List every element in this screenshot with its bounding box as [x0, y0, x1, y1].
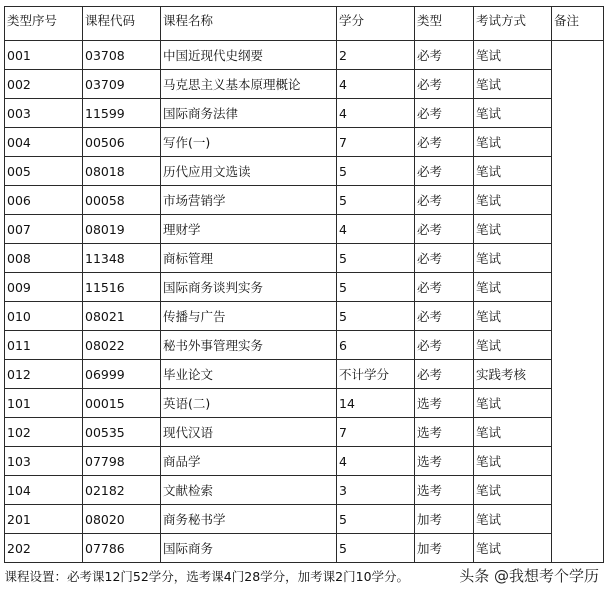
cell-exam: 笔试 — [474, 70, 552, 99]
cell-type: 必考 — [415, 273, 474, 302]
cell-code: 08021 — [83, 302, 161, 331]
cell-seq: 009 — [5, 273, 83, 302]
cell-type: 必考 — [415, 186, 474, 215]
cell-exam: 笔试 — [474, 41, 552, 70]
cell-code: 08018 — [83, 157, 161, 186]
cell-credit: 5 — [337, 273, 415, 302]
cell-seq: 201 — [5, 505, 83, 534]
cell-code: 00058 — [83, 186, 161, 215]
cell-code: 03709 — [83, 70, 161, 99]
cell-seq: 104 — [5, 476, 83, 505]
cell-seq: 001 — [5, 41, 83, 70]
cell-type: 加考 — [415, 534, 474, 563]
cell-name: 马克思主义基本原理概论 — [161, 70, 337, 99]
cell-credit: 5 — [337, 157, 415, 186]
table-body — [5, 41, 604, 563]
cell-type: 选考 — [415, 447, 474, 476]
cell-type: 必考 — [415, 360, 474, 389]
cell-credit: 5 — [337, 505, 415, 534]
table-row — [5, 360, 604, 389]
cell-exam: 笔试 — [474, 389, 552, 418]
table-row — [5, 70, 604, 99]
cell-exam: 笔试 — [474, 99, 552, 128]
cell-code: 08020 — [83, 505, 161, 534]
cell-seq: 202 — [5, 534, 83, 563]
table-row — [5, 476, 604, 505]
cell-code: 11599 — [83, 99, 161, 128]
cell-exam: 笔试 — [474, 273, 552, 302]
cell-seq: 011 — [5, 331, 83, 360]
header-type: 类型 — [415, 7, 474, 41]
footer-note: 课程设置：必考课12门52学分，选考课4门28学分，加考课2门10学分。 — [4, 569, 410, 584]
cell-exam: 笔试 — [474, 331, 552, 360]
header-name: 课程名称 — [161, 7, 337, 41]
cell-name: 商务秘书学 — [161, 505, 337, 534]
table-row — [5, 505, 604, 534]
cell-seq: 012 — [5, 360, 83, 389]
cell-credit: 5 — [337, 186, 415, 215]
table-header-row — [5, 7, 604, 41]
cell-seq: 002 — [5, 70, 83, 99]
cell-name: 商品学 — [161, 447, 337, 476]
cell-credit: 4 — [337, 447, 415, 476]
cell-code: 07798 — [83, 447, 161, 476]
cell-type: 必考 — [415, 70, 474, 99]
cell-exam: 笔试 — [474, 244, 552, 273]
cell-exam: 笔试 — [474, 447, 552, 476]
header-code: 课程代码 — [83, 7, 161, 41]
cell-exam: 笔试 — [474, 534, 552, 563]
cell-type: 选考 — [415, 418, 474, 447]
table-row — [5, 389, 604, 418]
table-row — [5, 331, 604, 360]
course-table-container — [4, 6, 604, 589]
cell-type: 必考 — [415, 302, 474, 331]
cell-type: 必考 — [415, 244, 474, 273]
cell-credit: 4 — [337, 70, 415, 99]
cell-name: 历代应用文选读 — [161, 157, 337, 186]
cell-code: 00506 — [83, 128, 161, 157]
cell-credit: 4 — [337, 215, 415, 244]
table-row — [5, 447, 604, 476]
cell-credit: 5 — [337, 534, 415, 563]
cell-type: 必考 — [415, 128, 474, 157]
cell-type: 必考 — [415, 157, 474, 186]
cell-seq: 101 — [5, 389, 83, 418]
cell-type: 必考 — [415, 99, 474, 128]
table-row — [5, 215, 604, 244]
cell-seq: 003 — [5, 99, 83, 128]
cell-name: 商标管理 — [161, 244, 337, 273]
table-row — [5, 302, 604, 331]
cell-name: 国际商务 — [161, 534, 337, 563]
table-row — [5, 418, 604, 447]
table-row — [5, 273, 604, 302]
cell-credit: 5 — [337, 244, 415, 273]
cell-name: 中国近现代史纲要 — [161, 41, 337, 70]
cell-name: 国际商务法律 — [161, 99, 337, 128]
header-remark: 备注 — [552, 7, 604, 41]
header-exam: 考试方式 — [474, 7, 552, 41]
cell-exam: 笔试 — [474, 505, 552, 534]
table-row — [5, 244, 604, 273]
cell-type: 必考 — [415, 331, 474, 360]
cell-credit: 14 — [337, 389, 415, 418]
cell-name: 毕业论文 — [161, 360, 337, 389]
cell-code: 03708 — [83, 41, 161, 70]
cell-code: 08022 — [83, 331, 161, 360]
cell-seq: 006 — [5, 186, 83, 215]
course-table — [4, 6, 604, 589]
cell-name: 文献检索 — [161, 476, 337, 505]
cell-code: 07786 — [83, 534, 161, 563]
watermark: 头条 @我想考个学历 — [459, 567, 599, 585]
cell-code: 11348 — [83, 244, 161, 273]
cell-code: 00015 — [83, 389, 161, 418]
cell-name: 秘书外事管理实务 — [161, 331, 337, 360]
cell-type: 选考 — [415, 389, 474, 418]
header-credit: 学分 — [337, 7, 415, 41]
cell-seq: 008 — [5, 244, 83, 273]
cell-name: 国际商务谈判实务 — [161, 273, 337, 302]
cell-seq: 103 — [5, 447, 83, 476]
cell-name: 理财学 — [161, 215, 337, 244]
cell-exam: 笔试 — [474, 186, 552, 215]
header-seq: 类型序号 — [5, 7, 83, 41]
table-row — [5, 128, 604, 157]
cell-credit: 6 — [337, 331, 415, 360]
cell-name: 市场营销学 — [161, 186, 337, 215]
cell-exam: 笔试 — [474, 302, 552, 331]
cell-exam: 笔试 — [474, 476, 552, 505]
cell-credit: 2 — [337, 41, 415, 70]
cell-exam: 实践考核 — [474, 360, 552, 389]
cell-credit: 不计学分 — [337, 360, 415, 389]
cell-code: 08019 — [83, 215, 161, 244]
table-row — [5, 186, 604, 215]
table-row — [5, 157, 604, 186]
cell-name: 现代汉语 — [161, 418, 337, 447]
cell-remark — [552, 41, 604, 563]
cell-type: 选考 — [415, 476, 474, 505]
cell-type: 加考 — [415, 505, 474, 534]
cell-credit: 5 — [337, 302, 415, 331]
table-row — [5, 99, 604, 128]
table-row — [5, 534, 604, 563]
cell-type: 必考 — [415, 41, 474, 70]
cell-code: 02182 — [83, 476, 161, 505]
cell-name: 传播与广告 — [161, 302, 337, 331]
cell-seq: 004 — [5, 128, 83, 157]
cell-name: 写作(一) — [161, 128, 337, 157]
cell-credit: 7 — [337, 128, 415, 157]
cell-credit: 3 — [337, 476, 415, 505]
cell-credit: 7 — [337, 418, 415, 447]
cell-exam: 笔试 — [474, 128, 552, 157]
cell-exam: 笔试 — [474, 418, 552, 447]
cell-credit: 4 — [337, 99, 415, 128]
cell-name: 英语(二) — [161, 389, 337, 418]
cell-seq: 010 — [5, 302, 83, 331]
cell-code: 00535 — [83, 418, 161, 447]
cell-seq: 102 — [5, 418, 83, 447]
cell-exam: 笔试 — [474, 215, 552, 244]
cell-seq: 005 — [5, 157, 83, 186]
cell-code: 06999 — [83, 360, 161, 389]
cell-type: 必考 — [415, 215, 474, 244]
table-row — [5, 41, 604, 70]
cell-seq: 007 — [5, 215, 83, 244]
cell-exam: 笔试 — [474, 157, 552, 186]
cell-code: 11516 — [83, 273, 161, 302]
